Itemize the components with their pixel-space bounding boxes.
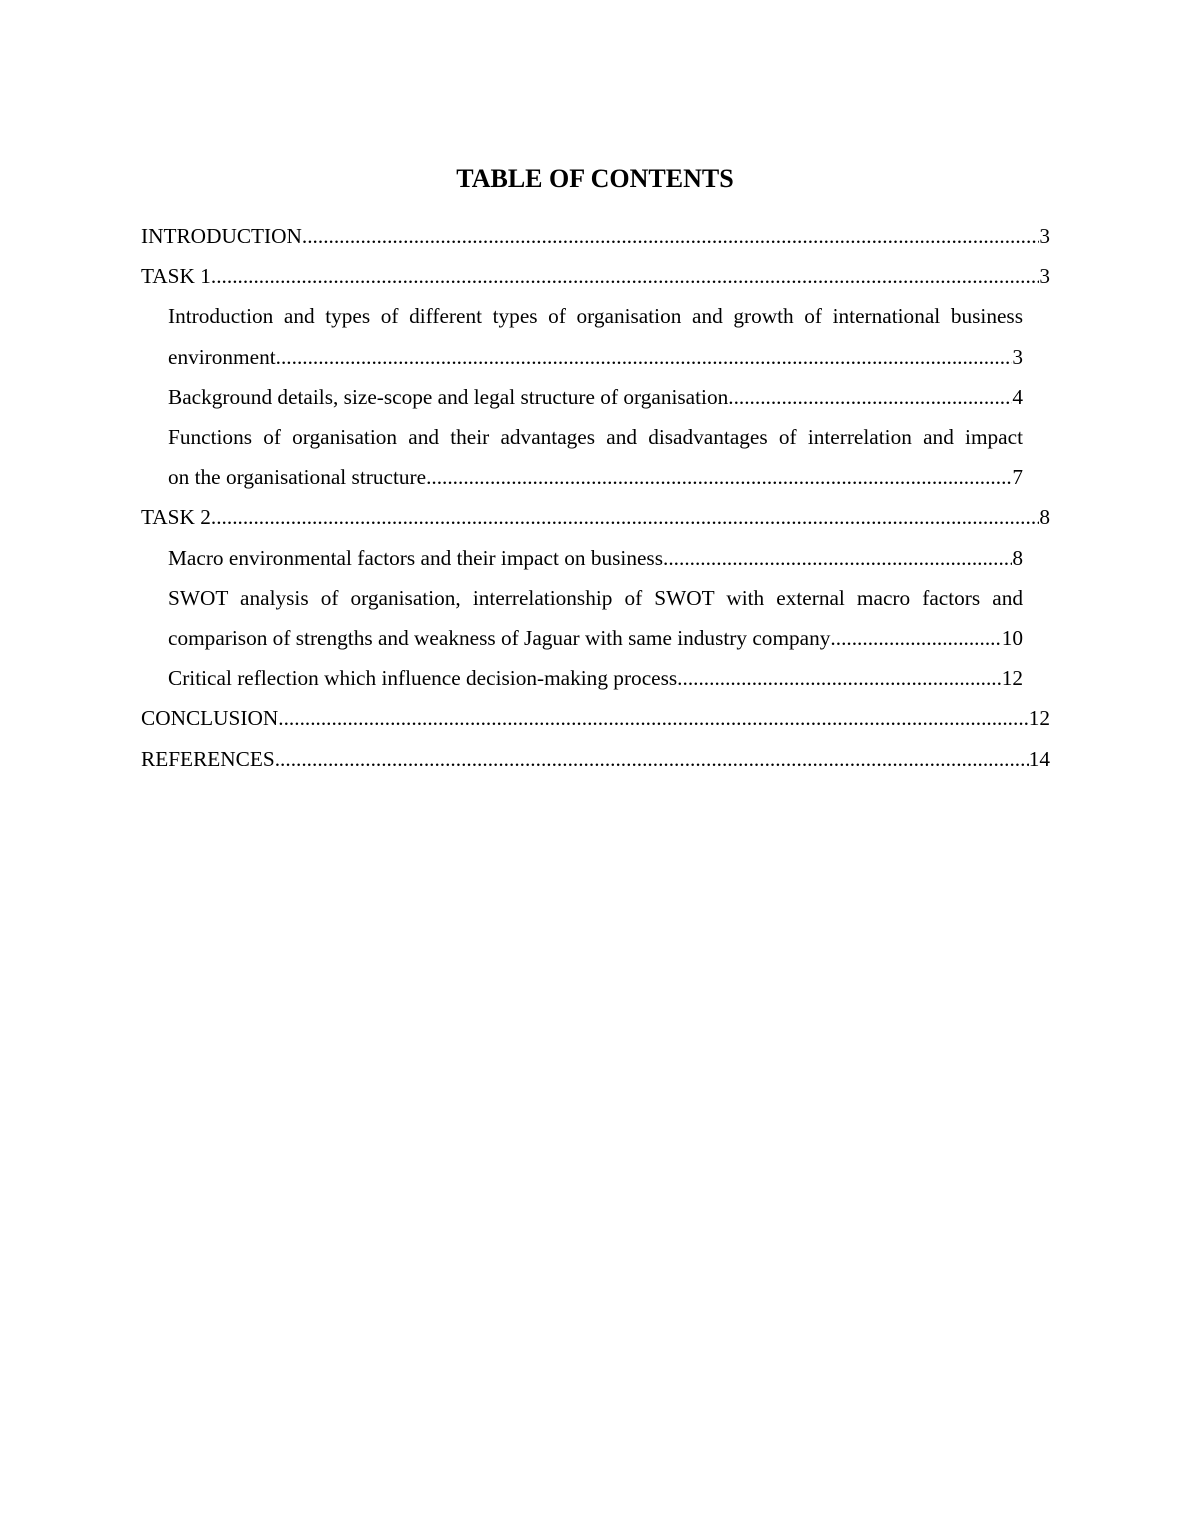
toc-entry-text-line: Functions of organisation and their advantages and disadvantages of interrelation and impact: [168, 425, 1023, 450]
toc-page-number: 3: [1039, 264, 1050, 289]
toc-page-number: 7: [1012, 465, 1023, 490]
toc-entry-label: INTRODUCTION: [141, 224, 302, 248]
toc-entry-label: Background details, size-scope and legal structure of organisation: [168, 384, 729, 409]
toc-page-number: 8: [1039, 505, 1050, 530]
toc-entry[interactable]: [141, 578, 1050, 658]
toc-entry-label: Macro environmental factors and their impact on business: [168, 545, 664, 570]
toc-leader-dots: [302, 216, 1039, 256]
toc-entry-label: on the organisational structure: [168, 465, 427, 490]
toc-entry-label: comparison of strengths and weakness of Jaguar with same industry company: [168, 626, 831, 651]
toc-page-number: 12: [1001, 666, 1023, 691]
toc-entry[interactable]: [141, 497, 1050, 537]
toc-title: TABLE OF CONTENTS: [456, 164, 734, 193]
toc-leader-dots: [275, 739, 1029, 779]
toc-page-number: 12: [1028, 706, 1050, 731]
toc-entry[interactable]: [141, 658, 1050, 698]
toc-entry-line: [168, 618, 1023, 658]
toc-entry-line: [168, 337, 1023, 377]
toc-entry-line: [168, 538, 1023, 578]
toc-entry[interactable]: [141, 256, 1050, 296]
toc-page-number: 14: [1028, 746, 1050, 771]
toc-entry[interactable]: [141, 296, 1050, 376]
toc-entry-label: TASK 1: [141, 264, 211, 289]
toc-entry-text-line: SWOT analysis of organisation, interrelationship of SWOT with external macro factors and: [168, 585, 1023, 610]
toc-leader-dots: [211, 497, 1039, 537]
toc-entry[interactable]: [141, 538, 1050, 578]
toc-entry[interactable]: [141, 216, 1050, 256]
toc-entry[interactable]: [141, 698, 1050, 738]
toc-list: [141, 216, 1050, 779]
toc-entry-label: environment: [168, 344, 276, 369]
toc-page-number: 4: [1012, 384, 1023, 409]
toc-entry-line: [168, 658, 1023, 698]
toc-entry-line: [141, 216, 1050, 256]
toc-entry-line: [168, 457, 1023, 497]
toc-entry-line: [168, 377, 1023, 417]
toc-leader-dots: [278, 698, 1028, 738]
toc-page-number: 3: [1012, 344, 1023, 369]
toc-leader-dots: [830, 618, 1001, 658]
toc-entry-line: [141, 698, 1050, 738]
toc-entry[interactable]: [141, 739, 1050, 779]
toc-entry-label: TASK 2: [141, 505, 211, 530]
toc-entry-label: REFERENCES: [141, 746, 275, 771]
toc-leader-dots: [677, 658, 1002, 698]
toc-entry-line: [141, 256, 1050, 296]
toc-page-number: 3: [1039, 224, 1050, 248]
toc-leader-dots: [276, 337, 1013, 377]
toc-leader-dots: [426, 457, 1012, 497]
toc-page-number: 8: [1012, 545, 1023, 570]
toc-page-number: 10: [1001, 626, 1023, 651]
toc-entry-line: [141, 739, 1050, 779]
toc-entry[interactable]: [141, 417, 1050, 497]
toc-leader-dots: [211, 256, 1039, 296]
toc-leader-dots: [663, 538, 1012, 578]
toc-entry[interactable]: [141, 377, 1050, 417]
toc-entry-label: Critical reflection which influence decision-making process: [168, 666, 678, 691]
toc-entry-line: [141, 497, 1050, 537]
toc-leader-dots: [728, 377, 1012, 417]
toc-entry-text-line: Introduction and types of different types of organisation and growth of international business: [168, 304, 1023, 329]
toc-entry-label: CONCLUSION: [141, 706, 279, 731]
